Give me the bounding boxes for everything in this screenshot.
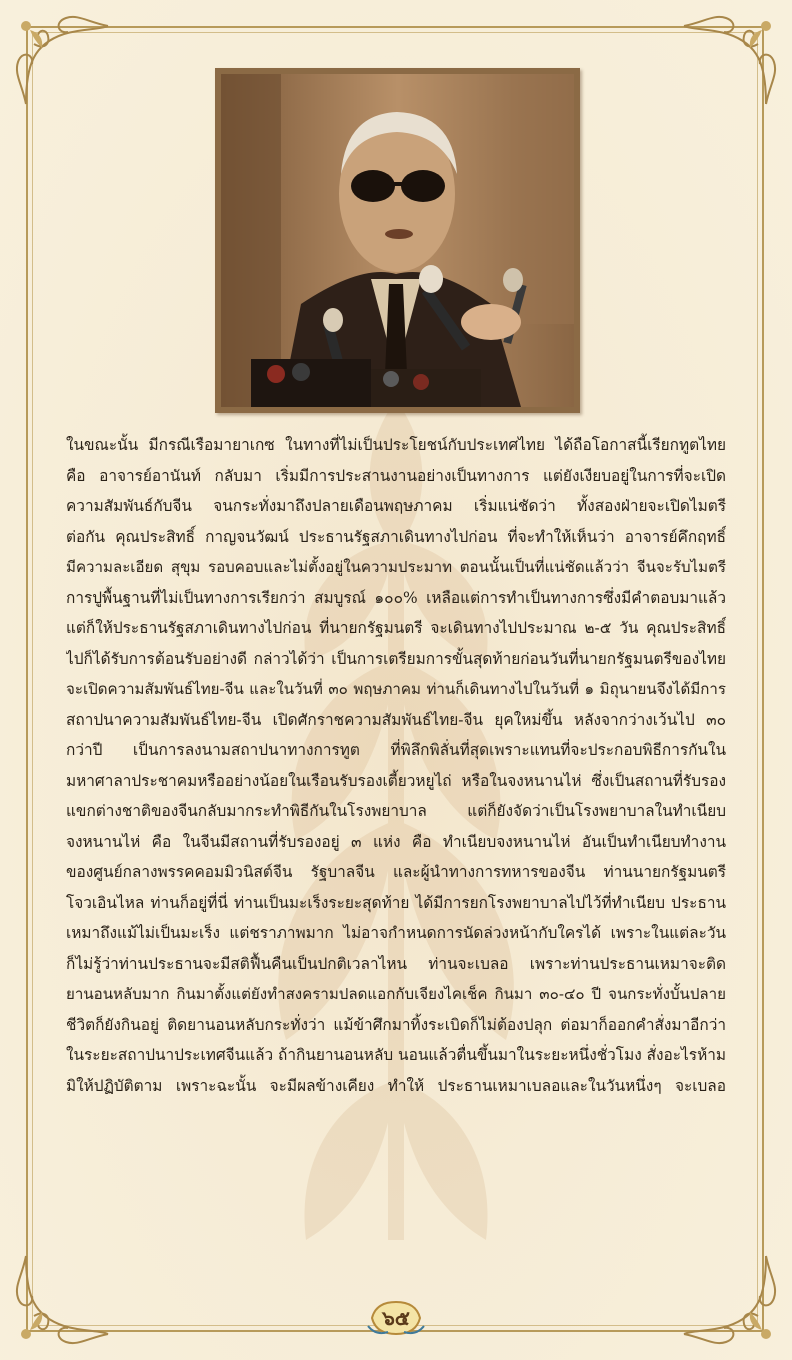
body-line: ก็ไม่รู้ว่าท่านประธานจะมีสติฟื้นคืนเป็นปกติเวลาไหน ท่านจะเบลอ เพราะท่านประธานเหมาจะติด bbox=[66, 954, 726, 973]
body-line: มิให้ปฏิบัติตาม เพราะฉะนั้น จะมีผลข้างเคียง ทำให้ ประธานเหมาเบลอและในวันหนึ่งๆ จะเบลอ bbox=[66, 1076, 726, 1095]
body-line: โจวเอินไหล ท่านก็อยู่ที่นี่ ท่านเป็นมะเร็งระยะสุดท้าย ได้มีการยกโรงพยาบาลไปไว้ที่ทำเนียบ ประธาน bbox=[66, 893, 726, 912]
body-line: แต่ก็ให้ประธานรัฐสภาเดินทางไปก่อน ที่นายกรัฐมนตรี จะเดินทางไปประมาณ ๒-๕ วัน คุณประสิทธิ์ bbox=[66, 619, 726, 637]
body-line: จะเปิดความสัมพันธ์ไทย-จีน และในวันที่ ๓๐ พฤษภาคม ท่านก็เดินทางไปในวันที่ ๑ มิถุนายนจึงได้มีการ bbox=[66, 680, 726, 698]
body-line: แขกต่างชาติของจีนกลับมากระทำพิธีกันในโรงพยาบาล แต่ก็ยังจัดว่าเป็นโรงพยาบาลในทำเนียบ bbox=[66, 802, 726, 820]
body-line: ยานอนหลับมาก กินมาตั้งแต่ยังทำสงครามปลดแอกกับเจียงไคเช็ค กินมา ๓๐-๔๐ ปี จนกระทั่งบั้นปลาย bbox=[66, 985, 726, 1003]
corner-ornament-icon bbox=[668, 4, 788, 124]
page-number-label: ๖๕ bbox=[382, 1306, 410, 1330]
corner-ornament-icon bbox=[4, 1236, 124, 1356]
page-number bbox=[366, 1298, 426, 1338]
body-line: ชีวิตก็ยังกินอยู่ ติดยานอนหลับกระทั่งว่า แม้ข้าศึกมาทิ้งระเบิดก็ไม่ต้องปลุก ต่อมาก็ออกคำสั่งมาอีกว่า bbox=[66, 1015, 726, 1034]
body-line: กว่าปี เป็นการลงนามสถาปนาทางการทูต ที่พิลึกพิลั่นที่สุดเพราะแทนที่จะประกอบพิธีการกันใน bbox=[66, 741, 726, 759]
body-line: ในขณะนั้น มีกรณีเรือมายาเกซ ในทางที่ไม่เป็นประโยชน์กับประเทศไทย ได้ถือโอกาสนี้เรียกทูตไทย bbox=[66, 436, 726, 454]
body-line: ความสัมพันธ์กับจีน จนกระทั่งมาถึงปลายเดือนพฤษภาคม เริ่มแน่ชัดว่า ทั้งสองฝ่ายจะเปิดไมตรี bbox=[66, 497, 726, 515]
body-line: ของศูนย์กลางพรรคคอมมิวนิสต์จีน รัฐบาลจีน และผู้นำทางการทหารของจีน ท่านนายกรัฐมนตรี bbox=[66, 863, 726, 881]
body-text bbox=[66, 430, 726, 1101]
body-line: สถาปนาความสัมพันธ์ไทย-จีน เปิดศักราชความสัมพันธ์ไทย-จีน ยุคใหม่ขึ้น หลังจากว่างเว้นไป ๓๐ bbox=[66, 710, 726, 729]
corner-ornament-icon bbox=[668, 1236, 788, 1356]
body-line: ไปก็ได้รับการต้อนรับอย่างดี กล่าวได้ว่า เป็นการเตรียมการขั้นสุดท้ายก่อนวันที่นายกรัฐมนตรีของไทย bbox=[66, 649, 726, 668]
body-line: การปูพื้นฐานที่ไม่เป็นทางการเรียกว่า สมบูรณ์ ๑๐๐% เหลือแต่การทำเป็นทางการซึ่งมีคำตอบมาแล้ว bbox=[66, 588, 726, 607]
press-conference-photo bbox=[221, 74, 574, 407]
body-line: มหาศาลาประชาคมหรืออย่างน้อยในเรือนรับรองเตี้ยวหยูไถ่ หรือในจงหนานไห่ ซึ่งเป็นสถานที่รับรอง bbox=[66, 771, 726, 790]
photo-frame bbox=[215, 68, 580, 413]
body-line: จงหนานไห่ คือ ในจีนมีสถานที่รับรองอยู่ ๓ แห่ง คือ ทำเนียบจงหนานไห่ อันเป็นทำเนียบทำงาน bbox=[66, 832, 726, 851]
body-line: คือ อาจารย์อานันท์ กลับมา เริ่มมีการประสานงานอย่างเป็นทางการ แต่ยังเงียบอยู่ในการที่จะเปิด bbox=[66, 466, 726, 485]
body-line: ในระยะสถาปนาประเทศจีนแล้ว ถ้ากินยานอนหลับ นอนแล้วตื่นขึ้นมาในระยะหนึ่งชั่วโมง สั่งอะไรห้าม bbox=[66, 1046, 726, 1064]
body-line: ต่อกัน คุณประสิทธิ์ กาญจนวัฒน์ ประธานรัฐสภาเดินทางไปก่อน ที่จะทำให้เห็นว่า อาจารย์คึกฤทธิ์ bbox=[66, 527, 726, 546]
body-line: มีความละเอียด สุขุม รอบคอบและไม่ตั้งอยู่ในความประมาท ตอนนั้นเป็นที่แน่ชัดแล้วว่า จีนจะรับไมตรี bbox=[66, 558, 726, 576]
body-line: เหมาถึงแม้ไม่เป็นมะเร็ง แต่ชราภาพมาก ไม่อาจกำหนดการนัดล่วงหน้ากับใครได้ เพราะในแต่ละวัน bbox=[66, 924, 726, 942]
portrait-photo bbox=[221, 74, 574, 407]
corner-ornament-icon bbox=[4, 4, 124, 124]
